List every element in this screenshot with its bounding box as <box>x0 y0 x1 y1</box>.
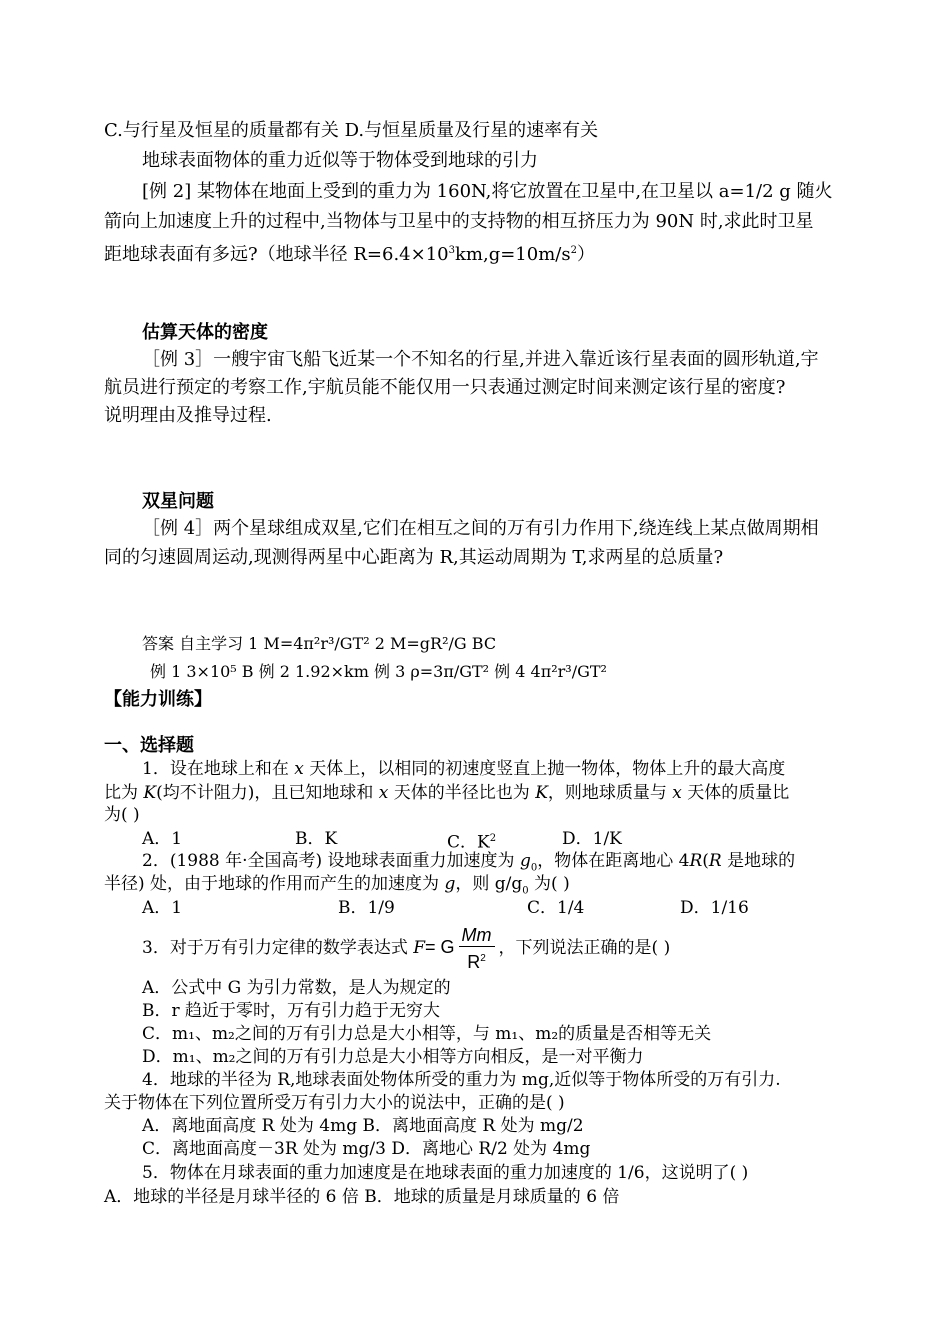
q1-line3: 为( ) <box>104 805 140 825</box>
q2-option-c: C．1/4 <box>527 898 585 918</box>
q4-options-ab: A．离地面高度 R 处为 4mg B．离地面高度 R 处为 mg/2 <box>142 1116 584 1136</box>
q1-option-a: A．1 <box>142 829 183 849</box>
intro-options-cd: C.与行星及恒星的质量都有关 D.与恒星质量及行星的速率有关 <box>104 120 599 141</box>
density-heading: 估算天体的密度 <box>142 322 268 343</box>
q2-option-b: B．1/9 <box>338 898 395 918</box>
q3-option-b: B．r 趋近于零时，万有引力趋于无穷大 <box>142 1001 441 1021</box>
example4-line2: 同的匀速圆周运动,现测得两星中心距离为 R,其运动周期为 T,求两星的总质量? <box>104 547 724 568</box>
q1-option-c: C．$K^2$ <box>447 832 497 853</box>
answers-line2: 例 1 3×10⁵ B 例 2 1.92×km 例 3 ρ=3π/GT² 例 4 4π²r³/GT² <box>150 662 607 681</box>
example2-line1: [例 2] 某物体在地面上受到的重力为 160N,将它放置在卫星中,在卫星以 a=1/2 g 随火 <box>142 181 833 202</box>
example2-line2: 箭向上加速度上升的过程中,当物体与卫星中的支持物的相互挤压力为 90N 时,求此时卫星 <box>104 211 814 232</box>
training-heading: 【能力训练】 <box>104 689 212 710</box>
example3-line2: 航员进行预定的考察工作,宇航员能不能仅用一只表通过测定时间来测定该行星的密度? <box>104 377 786 398</box>
gravity-note: 地球表面物体的重力近似等于物体受到地球的引力 <box>142 150 538 171</box>
q1-option-d: D．1/K <box>562 829 622 849</box>
q3-option-a: A．公式中 G 为引力常数，是人为规定的 <box>142 978 451 998</box>
q4-line1: 4．地球的半径为 R,地球表面处物体所受的重力为 mg,近似等于物体所受的万有引力. <box>142 1070 781 1090</box>
answers-line1: 答案 自主学习 1 M=4π²r³/GT² 2 M=gR²/G BC <box>142 634 497 653</box>
q1-line2: 比为 K(均不计阻力)，且已知地球和 x 天体的半径比也为 K，则地球质量与 x 天体的质量比 <box>104 783 790 803</box>
example3-line3: 说明理由及推导过程. <box>104 405 272 426</box>
q5-line1: 5．物体在月球表面的重力加速度是在地球表面的重力加速度的 1/6，这说明了( ) <box>142 1163 749 1183</box>
q2-line1: 2．(1988 年·全国高考) 设地球表面重力加速度为 $g_0$，物体在距离地心 4R(R 是地球的 <box>142 851 796 874</box>
q3-option-d: D．m₁、m₂之间的万有引力总是大小相等方向相反，是一对平衡力 <box>142 1047 644 1067</box>
q2-option-d: D．1/16 <box>680 898 749 918</box>
q2-option-a: A．1 <box>142 898 183 918</box>
q5-options-ab: A．地球的半径是月球半径的 6 倍 B．地球的质量是月球质量的 6 倍 <box>104 1187 620 1207</box>
choice-subheading: 一、选择题 <box>104 735 194 756</box>
q4-options-cd: C．离地面高度－3R 处为 mg/3 D．离地心 R/2 处为 4mg <box>142 1139 591 1159</box>
q4-line2: 关于物体在下列位置所受万有引力大小的说法中，正确的是( ) <box>104 1093 565 1113</box>
q3-option-c: C．m₁、m₂之间的万有引力总是大小相等，与 m₁、m₂的质量是否相等无关 <box>142 1024 712 1044</box>
q3-formula-fraction: $\frac{Mm}{R^2}$ <box>459 924 495 974</box>
q3-stem: 3．对于万有引力定律的数学表达式 F= G $\frac{Mm}{R^2}$ ，下列说法正确的是( ) <box>142 924 671 972</box>
q2-line2: 半径) 处，由于地球的作用而产生的加速度为 g，则 $g/g_0$ 为( ) <box>104 874 570 897</box>
q1-line1: 1．设在地球上和在 x 天体上，以相同的初速度竖直上抛一物体，物体上升的最大高度 <box>142 759 786 779</box>
example4-line1: ［例 4］两个星球组成双星,它们在相互之间的万有引力作用下,绕连线上某点做周期相 <box>142 518 819 539</box>
q1-option-b: B．K <box>295 829 338 849</box>
example3-line1: ［例 3］一艘宇宙飞船飞近某一个不知名的行星,并进入靠近该行星表面的圆形轨道,宇 <box>142 349 819 370</box>
binary-heading: 双星问题 <box>142 491 214 512</box>
example2-line3: 距地球表面有多远?（地球半径 $R=6.4\times 10^3km,g=10m/s^2$） <box>104 244 595 265</box>
